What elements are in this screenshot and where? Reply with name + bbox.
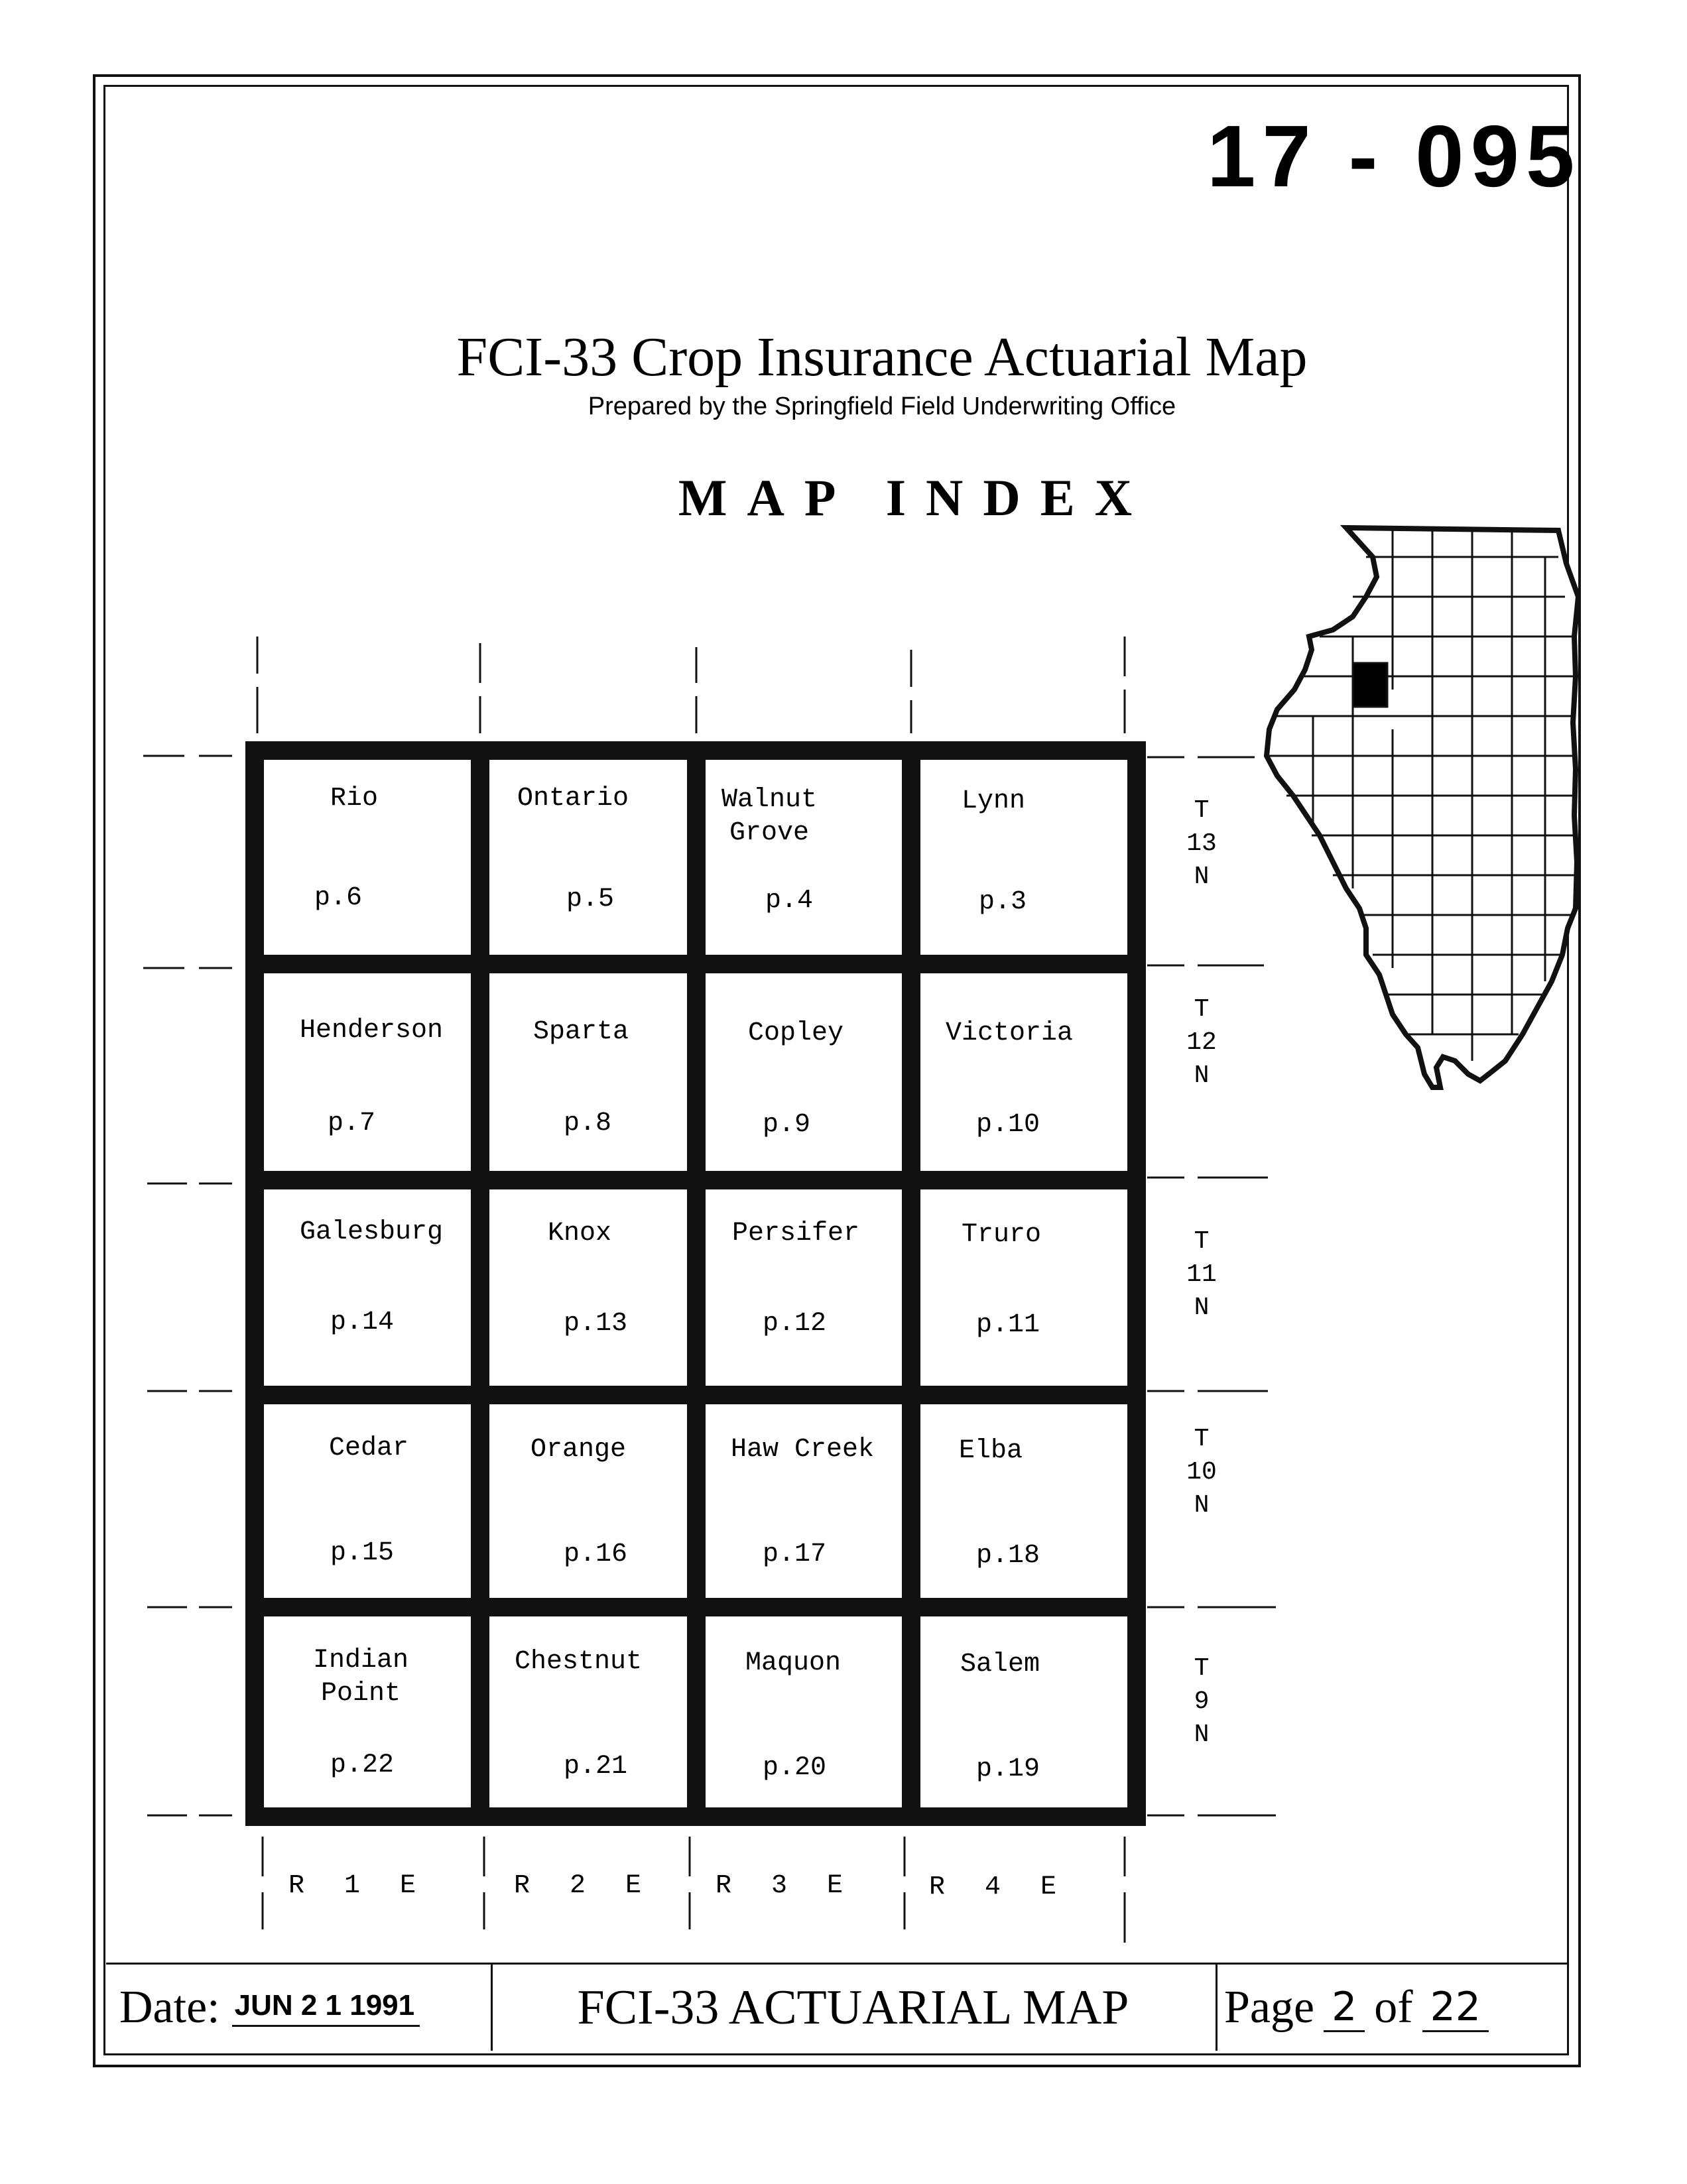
township-name-cedar: Cedar (328, 1433, 409, 1463)
township-page-cedar: p.15 (330, 1538, 394, 1568)
township-label-t9n: T 9 N (1194, 1654, 1210, 1749)
township-name-chestnut: Chestnut (514, 1647, 643, 1677)
range-label-r3e: R 3 E (715, 1871, 855, 1901)
township-name-walnut-grove: Walnut Grove (721, 785, 818, 848)
township-name-galesburg: Galesburg (299, 1217, 444, 1247)
township-page-copley: p.9 (762, 1110, 810, 1140)
township-name-orange: Orange (530, 1435, 627, 1465)
township-page-knox: p.13 (563, 1309, 627, 1339)
township-label-t12n: T 12 N (1186, 995, 1217, 1090)
township-name-truro: Truro (961, 1220, 1042, 1250)
township-name-ontario: Ontario (517, 784, 629, 814)
township-name-salem: Salem (960, 1650, 1040, 1679)
range-label-r4e: R 4 E (928, 1872, 1069, 1902)
document-number: 17 - 095 (1207, 107, 1582, 205)
township-page-sparta: p.8 (563, 1109, 611, 1138)
page-of-label: of (1374, 1982, 1413, 2033)
page-title: FCI-33 Crop Insurance Actuarial Map (456, 326, 1308, 388)
page-total: 22 (1422, 1984, 1489, 2032)
top-range-ticks (257, 637, 1125, 733)
township-name-elba: Elba (958, 1436, 1023, 1466)
map-index-heading: MAP INDEX (678, 469, 1153, 526)
page-subtitle: Prepared by the Springfield Field Underwriting Office (588, 393, 1176, 420)
highlighted-county (1353, 663, 1387, 707)
illinois-locator-map (1267, 528, 1578, 1087)
footer-date-cell (106, 1965, 493, 2051)
township-page-indian-point: p.22 (330, 1750, 394, 1780)
township-page-rio: p.6 (314, 883, 362, 913)
township-page-haw-creek: p.17 (762, 1540, 826, 1569)
range-label-r2e: R 2 E (513, 1871, 654, 1901)
footer-title: FCI-33 ACTUARIAL MAP (577, 1980, 1129, 2035)
township-label-t10n: T 10 N (1186, 1425, 1217, 1520)
footer-page-cell (1218, 1965, 1569, 2051)
township-page-victoria: p.10 (975, 1110, 1040, 1140)
township-name-victoria: Victoria (945, 1018, 1074, 1048)
left-township-dashes (143, 756, 232, 1815)
page-current: 2 (1324, 1984, 1365, 2032)
township-page-elba: p.18 (975, 1541, 1040, 1571)
date-stamp: JUN 2 1 1991 (232, 1989, 420, 2027)
footer-title-cell (491, 1965, 1218, 2051)
township-page-maquon: p.20 (762, 1753, 826, 1783)
township-page-chestnut: p.21 (563, 1752, 627, 1782)
township-name-indian-point: Indian Point (312, 1646, 409, 1709)
township-page-salem: p.19 (975, 1754, 1040, 1784)
page-label: Page (1224, 1982, 1315, 2033)
township-page-henderson: p.7 (327, 1109, 375, 1138)
range-label-r1e: R 1 E (288, 1871, 428, 1901)
township-page-lynn: p.3 (978, 887, 1027, 917)
township-label-t13n: T 13 N (1186, 796, 1217, 891)
township-label-t11n: T 11 N (1186, 1227, 1217, 1322)
township-name-henderson: Henderson (299, 1016, 444, 1046)
township-name-rio: Rio (330, 784, 378, 814)
township-name-maquon: Maquon (745, 1648, 842, 1678)
township-name-knox: Knox (547, 1219, 611, 1248)
date-label: Date: (119, 1982, 220, 2033)
township-name-copley: Copley (747, 1018, 844, 1048)
footer (106, 1963, 1569, 2051)
township-name-haw-creek: Haw Creek (730, 1435, 875, 1465)
township-name-persifer: Persifer (731, 1219, 860, 1248)
township-name-lynn: Lynn (961, 786, 1025, 816)
township-page-ontario: p.5 (566, 884, 614, 914)
township-page-walnut-grove: p.4 (765, 886, 813, 916)
township-name-sparta: Sparta (532, 1017, 629, 1047)
township-page-truro: p.11 (975, 1310, 1040, 1340)
township-page-orange: p.16 (563, 1540, 627, 1569)
township-page-galesburg: p.14 (330, 1307, 394, 1337)
township-page-persifer: p.12 (762, 1309, 826, 1339)
